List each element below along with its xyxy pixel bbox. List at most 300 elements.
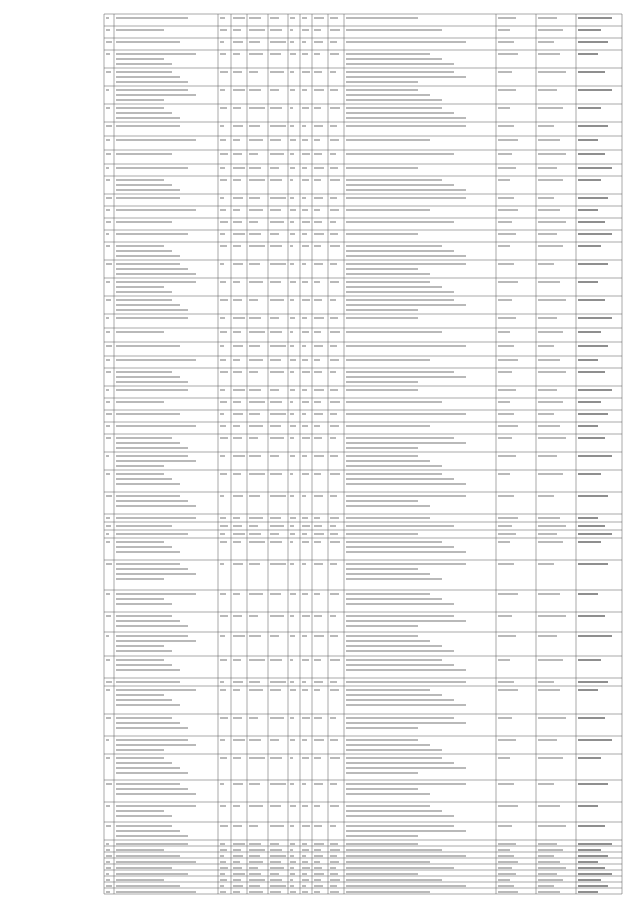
cell-text-placeholder [314,299,322,301]
cell-text-placeholder [220,783,225,785]
cell-text-placeholder [220,299,228,301]
cell-text-placeholder [116,762,172,764]
cell-text-placeholder [106,635,110,637]
cell-text-placeholder [330,517,339,519]
cell-text-placeholder [249,139,263,141]
cell-text-placeholder [346,805,430,807]
cell-text-placeholder [106,659,111,661]
cell-text-placeholder [330,593,339,595]
cell-text-placeholder [578,739,612,741]
cell-text-placeholder [220,593,226,595]
cell-text-placeholder [330,345,337,347]
cell-text-placeholder [233,517,240,519]
cell-text-placeholder [233,29,241,31]
cell-text-placeholder [538,153,566,155]
cell-text-placeholder [233,739,245,741]
cell-text-placeholder [346,89,418,91]
cell-text-placeholder [498,233,516,235]
cell-text-placeholder [578,425,598,427]
cell-text-placeholder [346,783,466,785]
cell-text-placeholder [116,117,180,119]
cell-text-placeholder [346,664,454,666]
cell-text-placeholder [498,29,510,31]
cell-text-placeholder [270,281,281,283]
cell-text-placeholder [233,533,245,535]
cell-text-placeholder [302,739,308,741]
cell-text-placeholder [270,879,283,881]
cell-text-placeholder [346,139,430,141]
cell-text-placeholder [346,541,442,543]
cell-text-placeholder [116,659,164,661]
cell-text-placeholder [106,849,111,851]
cell-text-placeholder [346,495,466,497]
cell-text-placeholder [249,873,262,875]
cell-text-placeholder [346,268,418,270]
cell-text-placeholder [116,810,164,812]
cell-text-placeholder [290,861,296,863]
cell-text-placeholder [498,717,512,719]
cell-text-placeholder [220,717,228,719]
cell-text-placeholder [106,885,112,887]
cell-text-placeholder [270,783,286,785]
cell-text-placeholder [498,757,510,759]
cell-text-placeholder [220,125,225,127]
cell-text-placeholder [116,455,188,457]
cell-text-placeholder [578,299,605,301]
cell-text-placeholder [538,879,563,881]
cell-text-placeholder [116,835,188,837]
cell-text-placeholder [346,153,454,155]
cell-text-placeholder [249,563,260,565]
cell-text-placeholder [346,563,466,565]
cell-text-placeholder [578,89,612,91]
cell-text-placeholder [106,805,110,807]
cell-text-placeholder [249,209,263,211]
cell-text-placeholder [302,345,307,347]
cell-text-placeholder [346,309,418,311]
cell-text-placeholder [290,593,296,595]
cell-text-placeholder [233,615,243,617]
cell-text-placeholder [233,867,243,869]
cell-text-placeholder [346,669,466,671]
cell-text-placeholder [290,167,295,169]
cell-text-placeholder [249,17,262,19]
cell-text-placeholder [498,89,516,91]
cell-text-placeholder [538,843,558,845]
cell-text-placeholder [578,389,612,391]
cell-text-placeholder [314,891,320,893]
cell-text-placeholder [249,861,263,863]
cell-text-placeholder [270,331,283,333]
cell-text-placeholder [302,525,310,527]
cell-text-placeholder [346,99,442,101]
cell-text-placeholder [498,563,514,565]
cell-text-placeholder [106,197,112,199]
cell-text-placeholder [106,615,111,617]
cell-text-placeholder [346,345,466,347]
cell-text-placeholder [106,873,110,875]
cell-text-placeholder [346,63,454,65]
cell-text-placeholder [249,29,265,31]
cell-text-placeholder [346,389,418,391]
cell-text-placeholder [220,41,225,43]
cell-text-placeholder [498,167,516,169]
cell-text-placeholder [346,546,454,548]
cell-text-placeholder [290,525,294,527]
cell-text-placeholder [578,153,605,155]
cell-text-placeholder [314,53,320,55]
cell-text-placeholder [233,281,240,283]
cell-text-placeholder [290,849,294,851]
cell-text-placeholder [330,389,338,391]
cell-text-placeholder [116,53,196,55]
cell-text-placeholder [538,473,563,475]
cell-text-placeholder [106,495,112,497]
cell-text-placeholder [330,615,336,617]
cell-text-placeholder [106,473,111,475]
cell-text-placeholder [314,167,324,169]
cell-text-placeholder [538,849,563,851]
cell-text-placeholder [302,517,308,519]
cell-text-placeholder [498,371,512,373]
cell-text-placeholder [116,772,188,774]
cell-text-placeholder [314,805,320,807]
cell-text-placeholder [220,71,228,73]
cell-text-placeholder [220,473,227,475]
cell-text-placeholder [346,401,442,403]
cell-text-placeholder [346,505,430,507]
cell-text-placeholder [330,401,340,403]
cell-text-placeholder [498,317,516,319]
cell-text-placeholder [220,413,225,415]
cell-text-placeholder [330,843,338,845]
cell-text-placeholder [233,659,241,661]
cell-text-placeholder [498,263,514,265]
cell-text-placeholder [106,689,110,691]
cell-text-placeholder [116,793,196,795]
cell-text-placeholder [106,855,112,857]
cell-text-placeholder [346,635,418,637]
cell-text-placeholder [220,345,225,347]
cell-text-placeholder [249,615,259,617]
cell-text-placeholder [346,659,442,661]
cell-text-placeholder [314,29,321,31]
cell-text-placeholder [116,71,172,73]
cell-text-placeholder [346,447,418,449]
cell-text-placeholder [249,317,262,319]
cell-text-placeholder [116,41,180,43]
cell-text-placeholder [346,413,466,415]
cell-text-placeholder [290,867,294,869]
cell-text-placeholder [233,843,245,845]
cell-text-placeholder [314,739,324,741]
cell-text-placeholder [578,317,612,319]
cell-text-placeholder [116,533,188,535]
cell-text-placeholder [116,517,196,519]
cell-text-placeholder [220,437,228,439]
cell-text-placeholder [302,413,307,415]
cell-text-placeholder [233,437,243,439]
cell-text-placeholder [346,17,418,19]
cell-text-placeholder [578,331,602,333]
cell-text-placeholder [330,197,337,199]
cell-text-placeholder [116,757,164,759]
cell-text-placeholder [233,805,240,807]
cell-text-placeholder [498,437,512,439]
cell-text-placeholder [249,635,262,637]
cell-text-placeholder [233,299,243,301]
cell-text-placeholder [270,71,284,73]
cell-text-placeholder [116,331,164,333]
cell-text-placeholder [578,245,602,247]
cell-text-placeholder [498,41,514,43]
cell-text-placeholder [578,359,598,361]
cell-text-placeholder [106,167,110,169]
cell-text-placeholder [116,689,196,691]
cell-text-placeholder [106,681,112,683]
cell-text-placeholder [346,645,442,647]
cell-text-placeholder [538,281,560,283]
cell-text-placeholder [302,153,310,155]
cell-text-placeholder [578,805,598,807]
cell-text-placeholder [116,309,188,311]
cell-text-placeholder [116,891,196,893]
cell-text-placeholder [220,659,227,661]
cell-text-placeholder [270,455,280,457]
cell-text-placeholder [578,495,609,497]
cell-text-placeholder [314,563,323,565]
cell-text-placeholder [578,29,602,31]
cell-text-placeholder [249,805,263,807]
cell-text-placeholder [249,885,260,887]
cell-text-placeholder [270,233,280,235]
cell-text-placeholder [538,739,558,741]
cell-text-placeholder [290,635,295,637]
cell-text-placeholder [220,179,227,181]
cell-text-placeholder [116,825,172,827]
cell-text-placeholder [346,500,418,502]
cell-text-placeholder [302,805,308,807]
cell-text-placeholder [290,197,295,199]
cell-text-placeholder [290,879,294,881]
cell-text-placeholder [302,299,310,301]
cell-text-placeholder [220,541,227,543]
cell-text-placeholder [578,783,609,785]
cell-text-placeholder [116,153,172,155]
cell-text-placeholder [116,437,172,439]
cell-text-placeholder [538,41,555,43]
cell-text-placeholder [330,331,340,333]
cell-text-placeholder [346,167,418,169]
cell-text-placeholder [346,425,430,427]
cell-text-placeholder [498,401,510,403]
cell-text-placeholder [106,209,110,211]
cell-text-placeholder [346,483,466,485]
cell-text-placeholder [270,689,281,691]
cell-text-placeholder [538,563,555,565]
cell-text-placeholder [498,455,516,457]
cell-text-placeholder [314,41,323,43]
cell-text-placeholder [220,153,228,155]
cell-text-placeholder [330,635,338,637]
cell-text-placeholder [538,317,558,319]
cell-text-placeholder [116,855,180,857]
cell-text-placeholder [106,317,110,319]
cell-text-placeholder [220,233,226,235]
cell-text-placeholder [346,517,430,519]
cell-text-placeholder [220,849,227,851]
cell-text-placeholder [498,221,512,223]
cell-text-placeholder [346,689,430,691]
cell-text-placeholder [249,179,265,181]
cell-text-placeholder [116,94,196,96]
cell-text-placeholder [270,635,280,637]
cell-text-placeholder [270,495,286,497]
cell-text-placeholder [233,681,244,683]
cell-text-placeholder [270,139,281,141]
cell-text-placeholder [290,139,296,141]
cell-text-placeholder [220,635,226,637]
cell-text-placeholder [346,376,466,378]
cell-text-placeholder [578,17,612,19]
cell-text-placeholder [233,209,240,211]
cell-text-placeholder [498,53,518,55]
cell-text-placeholder [116,345,180,347]
cell-text-placeholder [498,739,516,741]
cell-text-placeholder [314,867,322,869]
cell-text-placeholder [249,879,265,881]
cell-text-placeholder [346,722,466,724]
cell-text-placeholder [290,233,295,235]
cell-text-placeholder [314,517,320,519]
cell-text-placeholder [233,371,243,373]
cell-text-placeholder [220,281,226,283]
cell-text-placeholder [498,593,518,595]
cell-text-placeholder [116,625,188,627]
cell-text-placeholder [346,299,454,301]
cell-text-placeholder [270,17,280,19]
cell-text-placeholder [346,442,466,444]
cell-text-placeholder [330,525,336,527]
cell-text-placeholder [346,117,466,119]
cell-text-placeholder [538,455,558,457]
cell-text-placeholder [116,578,164,580]
cell-text-placeholder [233,689,240,691]
cell-text-placeholder [330,41,337,43]
cell-text-placeholder [116,645,164,647]
cell-text-placeholder [116,268,188,270]
cell-text-placeholder [314,425,320,427]
cell-text-placeholder [346,699,454,701]
cell-text-placeholder [220,879,227,881]
cell-text-placeholder [314,437,322,439]
cell-text-placeholder [249,359,263,361]
cell-text-placeholder [106,593,110,595]
cell-text-placeholder [116,255,180,257]
cell-text-placeholder [314,317,324,319]
cell-text-placeholder [270,825,284,827]
cell-text-placeholder [538,125,555,127]
cell-text-placeholder [346,772,418,774]
cell-text-placeholder [116,640,196,642]
cell-text-placeholder [302,41,307,43]
cell-text-placeholder [106,345,112,347]
cell-text-placeholder [302,437,310,439]
cell-text-placeholder [106,867,111,869]
cell-text-placeholder [346,473,442,475]
cell-text-placeholder [116,505,196,507]
cell-text-placeholder [220,371,228,373]
cell-text-placeholder [116,359,196,361]
cell-text-placeholder [346,788,418,790]
cell-text-placeholder [233,245,241,247]
cell-text-placeholder [290,125,295,127]
cell-text-placeholder [106,263,112,265]
cell-text-placeholder [233,317,245,319]
cell-text-placeholder [346,209,430,211]
cell-text-placeholder [538,891,560,893]
cell-text-placeholder [498,867,512,869]
cell-text-placeholder [249,125,260,127]
cell-text-placeholder [346,317,418,319]
cell-text-placeholder [270,873,280,875]
cell-text-placeholder [249,153,259,155]
cell-text-placeholder [220,455,226,457]
cell-text-placeholder [106,533,110,535]
cell-text-placeholder [302,757,309,759]
cell-text-placeholder [233,401,241,403]
cell-text-placeholder [498,71,512,73]
cell-text-placeholder [330,455,338,457]
cell-text-placeholder [106,221,111,223]
cell-text-placeholder [116,573,196,575]
cell-text-placeholder [346,810,442,812]
cell-text-placeholder [346,727,418,729]
cell-text-placeholder [578,757,602,759]
cell-text-placeholder [302,179,309,181]
cell-text-placeholder [538,783,555,785]
cell-text-placeholder [116,830,180,832]
cell-text-placeholder [290,805,296,807]
cell-text-placeholder [270,425,281,427]
cell-text-placeholder [249,41,260,43]
cell-text-placeholder [106,125,112,127]
cell-text-placeholder [220,757,227,759]
cell-text-placeholder [233,221,243,223]
cell-text-placeholder [346,573,430,575]
cell-text-placeholder [498,153,512,155]
cell-text-placeholder [314,635,324,637]
cell-text-placeholder [106,879,111,881]
cell-text-placeholder [106,861,110,863]
cell-text-placeholder [302,425,308,427]
cell-text-placeholder [106,783,112,785]
cell-text-placeholder [578,717,605,719]
cell-text-placeholder [578,849,602,851]
cell-text-placeholder [330,299,336,301]
cell-text-placeholder [538,533,558,535]
cell-text-placeholder [290,689,296,691]
cell-text-placeholder [346,281,430,283]
cell-text-placeholder [290,739,295,741]
cell-text-placeholder [106,843,110,845]
cell-text-placeholder [270,179,283,181]
cell-text-placeholder [346,189,466,191]
cell-text-placeholder [106,71,111,73]
cell-text-placeholder [578,371,605,373]
cell-text-placeholder [346,620,466,622]
cell-text-placeholder [220,533,226,535]
